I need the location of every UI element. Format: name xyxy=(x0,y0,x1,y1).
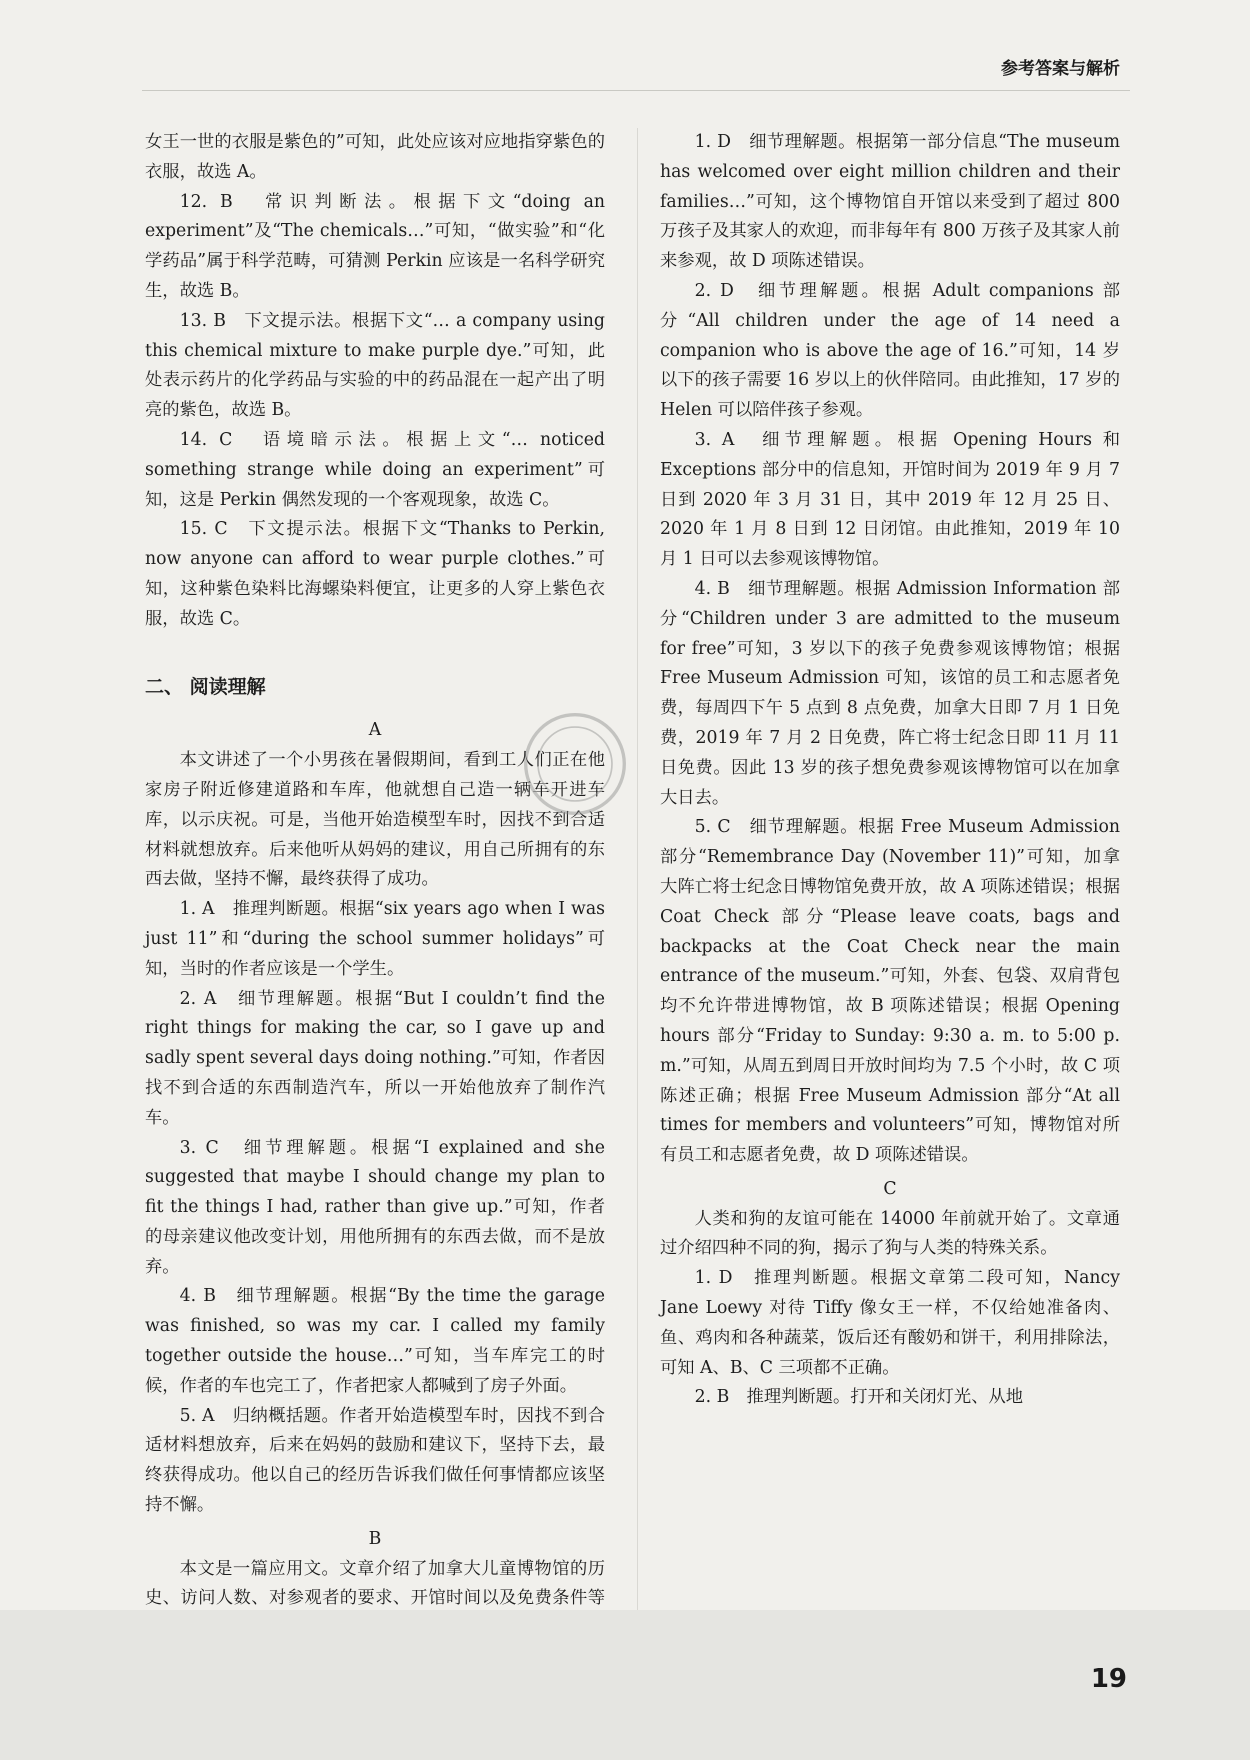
watermark-stamp-icon xyxy=(519,708,631,820)
left-column xyxy=(145,128,605,1644)
answer-explanation: 1. D 推理判断题。根据文章第二段可知，Nancy Jane Loewy 对待 Tiffy 像女王一样，不仅给她准备肉、鱼、鸡肉和各种蔬菜，饭后还有酸奶和饼干，利用排除法，可知 A、B、C 三项都不正确。 xyxy=(660,1268,1120,1378)
paragraph: 女王一世的衣服是紫色的”可知，此处应该对应地指穿紫色的衣服，故选 A。 xyxy=(145,132,605,182)
answer-explanation: 3. C 细节理解题。根据“I explained and she suggested that maybe I should change my plan to fit the things I had, rather than give up.”可知，作者的母亲建议他改变计划，用他所拥有的东西去做，而不是放弃。 xyxy=(145,1137,605,1277)
answer-explanation: 2. D 细节理解题。根据 Adult companions 部分“All children under the age of 14 need a companion who is above the age of 16.”可知，14 岁以下的孩子需要 16 岁以上的伙伴陪同。由此推知，17 岁的 Helen 可以陪伴孩子参观。 xyxy=(660,280,1120,421)
passage-label: C xyxy=(883,1178,897,1199)
answer-explanation: 4. B 细节理解题。根据 Admission Information 部分“Children under 3 are admitted to the museum for free”可知，3 岁以下的孩子免费参观该博物馆；根据 Free Museum Admission 可知，该馆的员工和志愿者免费，每周四下午 5 点到 8 点免费，加拿大日即 7 月 1 日免费，2019 年 7 月 2 日免费，阵亡将士纪念日即 11 月 11 日免费。因此 13 岁的孩子想免费参观该博物馆可以在加拿大日去。 xyxy=(660,578,1120,808)
answer-explanation: 4. B 细节理解题。根据“By the time the garage was finished, so was my car. I called my family together outside the house…”可知，当车库完工的时候，作者的车也完工了，作者把家人都喊到了房子外面。 xyxy=(145,1286,605,1396)
section-heading: 二、 阅读理解 xyxy=(145,675,266,698)
answer-explanation: 3. A 细节理解题。根据 Opening Hours 和 Exceptions 部分中的信息知，开馆时间为 2019 年 9 月 7 日到 2020 年 3 月 31 日，其中 2019 年 12 月 25 日、2020 年 1 月 8 日到 12 日闭馆。由此推知，2019 年 10 月 1 日可以去参观该博物馆。 xyxy=(660,429,1120,570)
answer-explanation: 1. A 推理判断题。根据“six years ago when I was just 11”和“during the school summer holidays”可知，当时的作者应该是一个学生。 xyxy=(145,899,605,979)
answer-explanation: 5. C 细节理解题。根据 Free Museum Admission 部分“Remembrance Day (November 11)”可知，加拿大阵亡将士纪念日博物馆免费开放，故 A 项陈述错误；根据 Coat Check 部分“Please leave coats, bags and backpacks at the Coat Check near the main entrance of the museum.”可知，外套、包袋、双肩背包均不允许带进博物馆，故 B 项陈述错误；根据 Opening hours 部分“Friday to Sunday: 9:30 a. m. to 5:00 p. m.”可知，从周五到周日开放时间均为 7.5 个小时，故 C 项陈述正确；根据 Free Museum Admission 部分“At all times for members and volunteers”可知，博物馆对所有员工和志愿者免费，故 D 项陈述错误。 xyxy=(660,817,1120,1166)
answer-explanation: 1. D 细节理解题。根据第一部分信息“The museum has welcomed over eight million children and their families…”可知，这个博物馆自开馆以来受到了超过 800 万孩子及其家人的欢迎，而非每年有 800 万孩子及其家人前来参观，故 D 项陈述错误。 xyxy=(660,132,1120,272)
passage-label: B xyxy=(368,1528,382,1549)
answer-explanation: 14. C 语境暗示法。根据上文“… noticed something strange while doing an experiment”可知，这是 Perkin 偶然发现的一个客观现象，故选 C。 xyxy=(145,429,605,510)
passage-label: A xyxy=(368,720,382,741)
column-divider xyxy=(637,128,638,1633)
passage-summary: 人类和狗的友谊可能在 14000 年前就开始了。文章通过介绍四种不同的狗，揭示了狗与人类的特殊关系。 xyxy=(660,1208,1120,1259)
answer-explanation: 12. B 常识判断法。根据下文“doing an experiment”及“The chemicals…”可知，“做实验”和“化学药品”属于科学范畴，可猜测 Perkin 应该是一名科学研究生，故选 B。 xyxy=(145,191,605,301)
answer-explanation: 13. B 下文提示法。根据下文“… a company using this chemical mixture to make purple dye.”可知，此处表示药片的化学药品与实验的中的药品混在一起产出了明亮的紫色，故选 B。 xyxy=(145,310,605,421)
header-rule xyxy=(142,90,1130,91)
answer-explanation: 2. B 推理判断题。打开和关闭灯光、从地 xyxy=(694,1387,1024,1408)
page-number: 19 xyxy=(1090,1664,1127,1694)
right-column xyxy=(660,128,1120,1413)
passage-summary: 本文是一篇应用文。文章介绍了加拿大儿童博物馆的历史、访问人数、对参观者的要求、开馆时间以及免费条件等 xyxy=(145,1558,605,1609)
answer-explanation: 15. C 下文提示法。根据下文“Thanks to Perkin, now anyone can afford to wear purple clothes.”可知，这种紫色染料比海螺染料便宜，让更多的人穿上紫色衣服，故选 C。 xyxy=(145,519,605,629)
footer-band xyxy=(0,1610,1250,1760)
answer-explanation: 5. A 归纳概括题。作者开始造模型车时，因找不到合适材料想放弃，后来在妈妈的鼓励和建议下，坚持下去，最终获得成功。他以自己的经历告诉我们做任何事情都应该坚持不懈。 xyxy=(145,1405,605,1516)
answer-explanation: 2. A 细节理解题。根据“But I couldn’t find the right things for making the car, so I gave up and sadly spent several days doing nothing.”可知，作者因找不到合适的东西制造汽车，所以一开始他放弃了制作汽车。 xyxy=(145,988,605,1128)
passage-summary: 本文讲述了一个小男孩在暑假期间，看到工人们正在他家房子附近修建道路和车库，他就想自己造一辆车开进车库，以示庆祝。可是，当他开始造模型车时，因找不到合适材料就想放弃。后来他听从妈妈的建议，用自己所拥有的东西去做，坚持不懈，最终获得了成功。 xyxy=(145,750,605,890)
header-title: 参考答案与解析 xyxy=(1001,59,1120,79)
